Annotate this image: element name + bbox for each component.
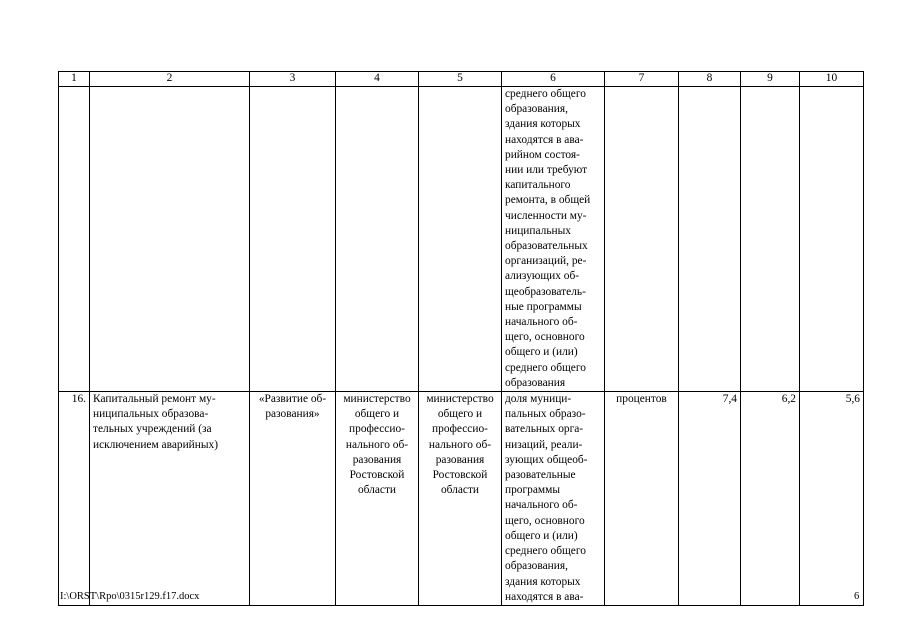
text-line: разования xyxy=(435,453,485,466)
text-line: образования, xyxy=(505,560,568,573)
text-line: пальных образо- xyxy=(505,408,586,421)
column-header-6: 6 xyxy=(502,72,605,87)
text-line: образования, xyxy=(505,103,568,116)
footer-page-number: 6 xyxy=(854,591,860,602)
text-line: профессио- xyxy=(432,423,488,436)
text-line: доля муници- xyxy=(505,393,572,406)
text-line: разования» xyxy=(265,408,320,421)
program-name xyxy=(250,392,336,606)
text-line: капитального xyxy=(505,179,571,192)
column-header-4: 4 xyxy=(336,72,419,87)
text-line: разовательные xyxy=(505,469,576,482)
header-row xyxy=(59,72,864,87)
unit-of-measure: процентов xyxy=(605,392,679,606)
text-line: вательных орга- xyxy=(505,423,584,436)
cell-col5 xyxy=(419,87,502,392)
cell-num xyxy=(59,87,90,392)
column-header-3: 3 xyxy=(250,72,336,87)
text-line: исключением аварийных) xyxy=(93,438,218,451)
text-line: ализующих об- xyxy=(505,270,580,283)
text-line: низаций, реали- xyxy=(505,438,583,451)
text-line: области xyxy=(440,484,480,497)
text-line: щего, основного xyxy=(505,514,585,527)
text-line: начального об- xyxy=(505,316,578,329)
text-line: рийном состоя- xyxy=(505,148,580,161)
text-line: находятся в ава- xyxy=(505,133,584,146)
text-line: общего и xyxy=(354,408,400,421)
text-line: ниципальных образова- xyxy=(93,408,209,421)
column-header-1: 1 xyxy=(59,72,90,87)
column-header-7: 7 xyxy=(605,72,679,87)
column-header-10: 10 xyxy=(800,72,864,87)
text-line: общего и xyxy=(437,408,483,421)
text-line: ниципальных xyxy=(505,224,571,237)
text-line: щеобразователь- xyxy=(505,285,586,298)
text-line: организаций, ре- xyxy=(505,255,587,268)
row-number: 16. xyxy=(59,392,90,606)
text-line: разования xyxy=(352,453,402,466)
indicator-name xyxy=(502,392,605,606)
cell-col9 xyxy=(741,87,800,392)
text-line: щего, основного xyxy=(505,331,585,344)
text-line: ные программы xyxy=(505,300,582,313)
text-line: находятся в ава- xyxy=(505,590,584,603)
text-line: образования xyxy=(505,376,566,389)
text-line: начального об- xyxy=(505,499,578,512)
text-line: среднего общего xyxy=(505,88,586,100)
text-line: Ростовской xyxy=(349,469,405,482)
text-line: среднего общего xyxy=(505,361,586,374)
column-header-2: 2 xyxy=(90,72,250,87)
value-year-2: 6,2 xyxy=(741,392,800,606)
cell-col3 xyxy=(250,87,336,392)
text-line: образовательных xyxy=(505,240,588,253)
text-line: общего и (или) xyxy=(505,529,578,542)
text-line: общего и (или) xyxy=(505,346,578,359)
text-line: численности му- xyxy=(505,209,587,222)
column-header-8: 8 xyxy=(679,72,741,87)
column-header-9: 9 xyxy=(741,72,800,87)
responsible-executor xyxy=(336,392,419,606)
cell-col4 xyxy=(336,87,419,392)
text-line: тельных учреждений (за xyxy=(93,423,212,436)
event-name xyxy=(90,392,250,606)
text-line: области xyxy=(357,484,397,497)
footer-file-path: I:\ORST\Rpo\0315r129.f17.docx xyxy=(60,591,200,602)
cell-indicator-continued xyxy=(502,87,605,392)
value-year-3: 5,6 xyxy=(800,392,864,606)
text-line: программы xyxy=(505,484,560,497)
text-line: нии или требуют xyxy=(505,164,588,177)
cell-col8 xyxy=(679,87,741,392)
text-line: Капитальный ремонт му- xyxy=(93,393,216,406)
co-executor xyxy=(419,392,502,606)
text-line: профессио- xyxy=(349,423,405,436)
text-line: ремонта, в общей xyxy=(505,194,591,207)
cell-col10 xyxy=(800,87,864,392)
table-row-16 xyxy=(59,392,864,606)
text-line: среднего общего xyxy=(505,545,586,558)
text-line: Ростовской xyxy=(432,469,488,482)
cell-col7 xyxy=(605,87,679,392)
text-line: здания которых xyxy=(505,118,581,131)
text-line: министерство xyxy=(426,393,494,406)
text-line: нального об- xyxy=(345,438,409,451)
cell-col2 xyxy=(90,87,250,392)
table-row-continued xyxy=(59,87,864,392)
value-year-1: 7,4 xyxy=(679,392,741,606)
data-table xyxy=(58,71,864,606)
text-line: «Развитие об- xyxy=(258,393,327,406)
text-line: министерство xyxy=(343,393,411,406)
column-header-5: 5 xyxy=(419,72,502,87)
text-line: зующих общеоб- xyxy=(505,453,588,466)
text-line: здания которых xyxy=(505,575,581,588)
text-line: нального об- xyxy=(428,438,492,451)
